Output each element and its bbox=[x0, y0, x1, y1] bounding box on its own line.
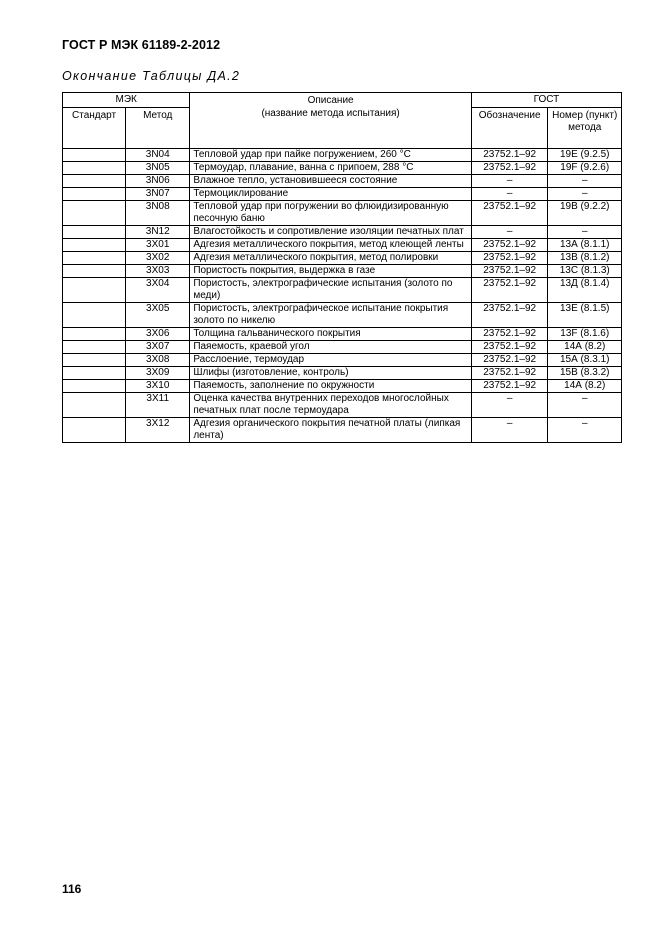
cell-standard bbox=[63, 175, 126, 188]
cell-standard bbox=[63, 367, 126, 380]
cell-method-number: 19В (9.2.2) bbox=[548, 201, 622, 226]
table-row bbox=[63, 175, 622, 188]
cell-gost-designation: 23752.1–92 bbox=[471, 354, 548, 367]
cell-gost-designation: 23752.1–92 bbox=[471, 380, 548, 393]
cell-description: Термоудар, плавание, ванна с припоем, 288 °С bbox=[190, 162, 472, 175]
cell-standard bbox=[63, 418, 126, 443]
cell-method-number: – bbox=[548, 226, 622, 239]
cell-description: Адгезия органического покрытия печатной платы (липкая лента) bbox=[190, 418, 472, 443]
cell-method-number: – bbox=[548, 418, 622, 443]
cell-method: 3X01 bbox=[126, 239, 190, 252]
cell-method-number: 15В (8.3.2) bbox=[548, 367, 622, 380]
cell-standard bbox=[63, 341, 126, 354]
header-designation: Обозначение bbox=[471, 108, 548, 149]
cell-description: Паяемость, краевой угол bbox=[190, 341, 472, 354]
cell-method: 3N05 bbox=[126, 162, 190, 175]
cell-gost-designation: 23752.1–92 bbox=[471, 341, 548, 354]
table-row bbox=[63, 252, 622, 265]
cell-standard bbox=[63, 380, 126, 393]
cell-method: 3X11 bbox=[126, 393, 190, 418]
cell-gost-designation: – bbox=[471, 226, 548, 239]
table-row bbox=[63, 380, 622, 393]
cell-standard bbox=[63, 265, 126, 278]
cell-method: 3N12 bbox=[126, 226, 190, 239]
cell-gost-designation: 23752.1–92 bbox=[471, 367, 548, 380]
cell-standard bbox=[63, 393, 126, 418]
cell-standard bbox=[63, 226, 126, 239]
cell-gost-designation: 23752.1–92 bbox=[471, 265, 548, 278]
cell-method-number: – bbox=[548, 188, 622, 201]
cell-gost-designation: 23752.1–92 bbox=[471, 328, 548, 341]
cell-method: 3X02 bbox=[126, 252, 190, 265]
cell-gost-designation: 23752.1–92 bbox=[471, 201, 548, 226]
cell-standard bbox=[63, 328, 126, 341]
cell-description: Паяемость, заполнение по окружности bbox=[190, 380, 472, 393]
cell-description: Влажное тепло, установившееся состояние bbox=[190, 175, 472, 188]
cell-method: 3N08 bbox=[126, 201, 190, 226]
cell-method: 3X09 bbox=[126, 367, 190, 380]
cell-description: Термоциклирование bbox=[190, 188, 472, 201]
header-description-title: Описание bbox=[307, 95, 354, 106]
cell-method-number: 14А (8.2) bbox=[548, 341, 622, 354]
cell-standard bbox=[63, 252, 126, 265]
cell-gost-designation: – bbox=[471, 188, 548, 201]
cell-description: Шлифы (изготовление, контроль) bbox=[190, 367, 472, 380]
cell-method: 3X07 bbox=[126, 341, 190, 354]
table-row bbox=[63, 265, 622, 278]
table-row bbox=[63, 188, 622, 201]
cell-method-number: – bbox=[548, 393, 622, 418]
cell-method-number: 19F (9.2.6) bbox=[548, 162, 622, 175]
cell-method: 3X04 bbox=[126, 278, 190, 303]
cell-standard bbox=[63, 162, 126, 175]
cell-gost-designation: – bbox=[471, 175, 548, 188]
header-description-subtitle: (название метода испытания) bbox=[261, 108, 400, 119]
cell-gost-designation: – bbox=[471, 418, 548, 443]
cell-method: 3X06 bbox=[126, 328, 190, 341]
table-row bbox=[63, 341, 622, 354]
cell-gost-designation: – bbox=[471, 393, 548, 418]
header-number: Номер (пункт) метода bbox=[548, 108, 622, 149]
cell-description: Расслоение, термоудар bbox=[190, 354, 472, 367]
page-number: 116 bbox=[62, 882, 82, 896]
cell-description: Адгезия металлического покрытия, метод полировки bbox=[190, 252, 472, 265]
cell-gost-designation: 23752.1–92 bbox=[471, 278, 548, 303]
cell-method: 3N04 bbox=[126, 149, 190, 162]
cell-method-number: 13Д (8.1.4) bbox=[548, 278, 622, 303]
cell-method: 3X10 bbox=[126, 380, 190, 393]
cell-description: Тепловой удар при пайке погружением, 260 °С bbox=[190, 149, 472, 162]
cell-gost-designation: 23752.1–92 bbox=[471, 252, 548, 265]
header-method: Метод bbox=[126, 108, 190, 149]
header-gost: ГОСТ bbox=[471, 93, 621, 108]
cell-method-number: 13F (8.1.6) bbox=[548, 328, 622, 341]
cell-method-number: 19Е (9.2.5) bbox=[548, 149, 622, 162]
cell-standard bbox=[63, 303, 126, 328]
cell-method-number: – bbox=[548, 175, 622, 188]
table-row bbox=[63, 303, 622, 328]
table-row bbox=[63, 201, 622, 226]
table-row bbox=[63, 328, 622, 341]
cell-method: 3X12 bbox=[126, 418, 190, 443]
header-standard: Стандарт bbox=[63, 108, 126, 149]
cell-method-number: 15А (8.3.1) bbox=[548, 354, 622, 367]
table-caption: Окончание Таблицы ДА.2 bbox=[62, 69, 241, 83]
cell-standard bbox=[63, 201, 126, 226]
table-row bbox=[63, 393, 622, 418]
cell-standard bbox=[63, 278, 126, 303]
cell-description: Тепловой удар при погружении во флюидизированную песочную баню bbox=[190, 201, 472, 226]
table-row bbox=[63, 418, 622, 443]
table-row bbox=[63, 162, 622, 175]
cell-method-number: 13В (8.1.2) bbox=[548, 252, 622, 265]
cell-description: Толщина гальванического покрытия bbox=[190, 328, 472, 341]
header-description bbox=[190, 93, 472, 149]
cell-description: Оценка качества внутренних переходов многослойных печатных плат после термоудара bbox=[190, 393, 472, 418]
table-row bbox=[63, 149, 622, 162]
cell-standard bbox=[63, 188, 126, 201]
cell-description: Пористость, электрографические испытания (золото по меди) bbox=[190, 278, 472, 303]
methods-table bbox=[62, 92, 622, 443]
cell-description: Пористость покрытия, выдержка в газе bbox=[190, 265, 472, 278]
cell-method-number: 13А (8.1.1) bbox=[548, 239, 622, 252]
cell-method-number: 13С (8.1.3) bbox=[548, 265, 622, 278]
cell-method-number: 13Е (8.1.5) bbox=[548, 303, 622, 328]
table-row bbox=[63, 226, 622, 239]
table-row bbox=[63, 367, 622, 380]
cell-method: 3N07 bbox=[126, 188, 190, 201]
table-row bbox=[63, 239, 622, 252]
cell-gost-designation: 23752.1–92 bbox=[471, 149, 548, 162]
cell-standard bbox=[63, 239, 126, 252]
cell-method: 3X05 bbox=[126, 303, 190, 328]
cell-standard bbox=[63, 354, 126, 367]
cell-description: Влагостойкость и сопротивление изоляции печатных плат bbox=[190, 226, 472, 239]
cell-method-number: 14А (8.2) bbox=[548, 380, 622, 393]
cell-method: 3X03 bbox=[126, 265, 190, 278]
header-iec: МЭК bbox=[63, 93, 190, 108]
cell-method: 3X08 bbox=[126, 354, 190, 367]
cell-method: 3N06 bbox=[126, 175, 190, 188]
cell-standard bbox=[63, 149, 126, 162]
table-row bbox=[63, 278, 622, 303]
cell-description: Пористость, электрографическое испытание покрытия золото по никелю bbox=[190, 303, 472, 328]
cell-gost-designation: 23752.1–92 bbox=[471, 162, 548, 175]
cell-description: Адгезия металлического покрытия, метод клеющей ленты bbox=[190, 239, 472, 252]
cell-gost-designation: 23752.1–92 bbox=[471, 303, 548, 328]
table-row bbox=[63, 354, 622, 367]
cell-gost-designation: 23752.1–92 bbox=[471, 239, 548, 252]
document-header: ГОСТ Р МЭК 61189-2-2012 bbox=[62, 38, 221, 52]
